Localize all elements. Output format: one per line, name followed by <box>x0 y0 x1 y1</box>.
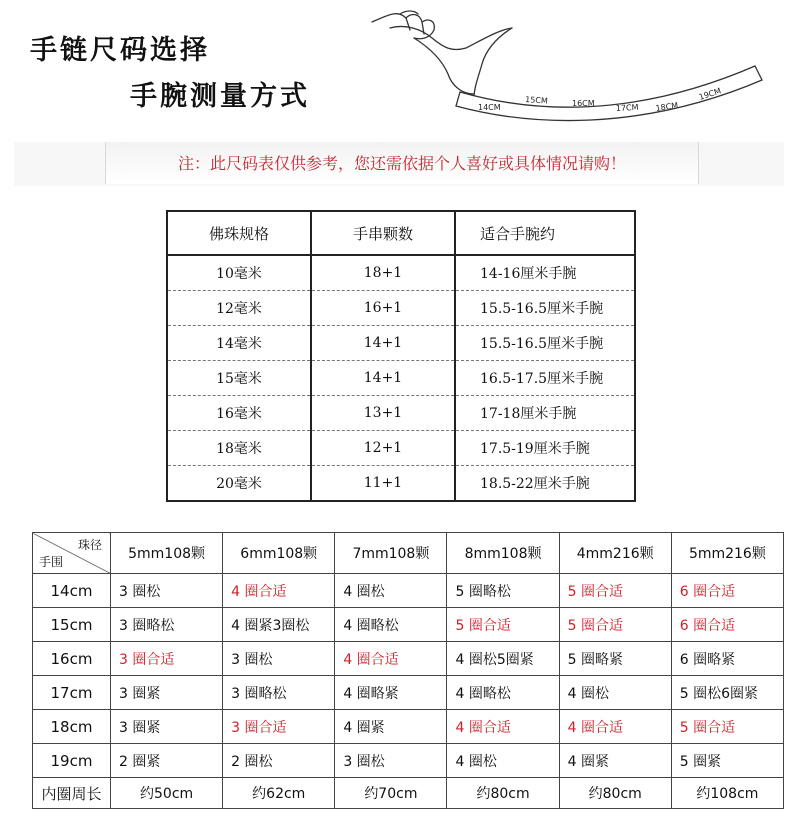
wrap-count-cell: 3 圈松 <box>223 642 335 676</box>
bead-count: 11+1 <box>311 466 455 502</box>
bead-spec: 18毫米 <box>167 431 311 466</box>
fit-recommendation-cell: 5 圈合适 <box>559 574 671 608</box>
tape-mark: 19CM <box>697 86 723 102</box>
table-row <box>33 608 784 642</box>
fit-recommendation-cell: 6 圈合适 <box>671 608 783 642</box>
wrist-size-label: 18cm <box>33 710 111 744</box>
wrap-count-cell: 5 圈略松 <box>447 574 559 608</box>
page-title: 手链尺码选择 <box>30 35 210 66</box>
table-row <box>167 466 635 502</box>
wrist-measure-illustration <box>370 8 780 126</box>
wrap-count-cell: 4 圈紧3圈松 <box>223 608 335 642</box>
wrist-size-label: 17cm <box>33 676 111 710</box>
col-header: 8mm108颗 <box>447 533 559 574</box>
fit-recommendation-cell: 4 圈合适 <box>223 574 335 608</box>
wrap-count-cell: 4 圈松 <box>335 574 447 608</box>
wrist-size: 15.5-16.5厘米手腕 <box>455 326 635 361</box>
col-header: 5mm216颗 <box>671 533 783 574</box>
col-header: 4mm216颗 <box>559 533 671 574</box>
wrap-count-cell: 5 圈松6圈紧 <box>671 676 783 710</box>
col-header: 6mm108颗 <box>223 533 335 574</box>
tape-mark: 14CM <box>478 103 501 112</box>
wrap-count-cell: 4 圈松 <box>559 676 671 710</box>
bead-count: 18+1 <box>311 255 455 291</box>
wrist-size-label: 19cm <box>33 744 111 778</box>
table-footer-row <box>33 778 784 809</box>
table-row <box>167 396 635 431</box>
fit-recommendation-cell: 4 圈合适 <box>559 710 671 744</box>
bead-count: 14+1 <box>311 361 455 396</box>
wrap-count-cell: 5 圈紧 <box>671 744 783 778</box>
tape-mark: 17CM <box>615 102 639 113</box>
table-row <box>33 744 784 778</box>
col-header-bead-count: 手串颗数 <box>311 211 455 255</box>
bead-spec: 20毫米 <box>167 466 311 502</box>
wrap-count-cell: 3 圈略松 <box>111 608 223 642</box>
bead-spec: 14毫米 <box>167 326 311 361</box>
wrist-size-label: 14cm <box>33 574 111 608</box>
wrist-size-label: 15cm <box>33 608 111 642</box>
bead-spec: 12毫米 <box>167 291 311 326</box>
bead-count: 16+1 <box>311 291 455 326</box>
wrap-count-table <box>32 532 784 809</box>
wrap-count-cell: 4 圈紧 <box>335 710 447 744</box>
bead-size-table <box>166 210 636 502</box>
wrap-count-cell: 6 圈略紧 <box>671 642 783 676</box>
fit-recommendation-cell: 5 圈合适 <box>447 608 559 642</box>
fit-recommendation-cell: 4 圈合适 <box>335 642 447 676</box>
wrap-count-cell: 5 圈略紧 <box>559 642 671 676</box>
wrist-size: 17.5-19厘米手腕 <box>455 431 635 466</box>
wrap-count-cell: 3 圈略松 <box>223 676 335 710</box>
wrap-count-cell: 3 圈松 <box>335 744 447 778</box>
footer-label: 内圈周长 <box>33 778 111 809</box>
fit-recommendation-cell: 4 圈合适 <box>447 710 559 744</box>
inner-circumference: 约62cm <box>223 778 335 809</box>
bead-count: 12+1 <box>311 431 455 466</box>
wrist-size: 14-16厘米手腕 <box>455 255 635 291</box>
col-header-wrist-size: 适合手腕约 <box>455 211 635 255</box>
fit-recommendation-cell: 5 圈合适 <box>671 710 783 744</box>
fit-recommendation-cell: 5 圈合适 <box>559 608 671 642</box>
col-header: 7mm108颗 <box>335 533 447 574</box>
size-notice: 注：此尺码表仅供参考，您还需依据个人喜好或具体情况请购！ <box>105 142 699 184</box>
col-header: 5mm108颗 <box>111 533 223 574</box>
col-header-bead-spec: 佛珠规格 <box>167 211 311 255</box>
table-row <box>167 361 635 396</box>
wrap-count-cell: 2 圈紧 <box>111 744 223 778</box>
tape-mark: 15CM <box>524 95 549 106</box>
corner-label-wrist: 手围 <box>39 555 64 569</box>
wrap-count-cell: 4 圈松5圈紧 <box>447 642 559 676</box>
fit-recommendation-cell: 3 圈合适 <box>111 642 223 676</box>
bead-count: 13+1 <box>311 396 455 431</box>
wrap-count-cell: 3 圈松 <box>111 574 223 608</box>
inner-circumference: 约70cm <box>335 778 447 809</box>
bead-count: 14+1 <box>311 326 455 361</box>
table-row <box>33 574 784 608</box>
wrist-size-label: 16cm <box>33 642 111 676</box>
bead-spec: 10毫米 <box>167 255 311 291</box>
table-header-row <box>33 533 784 574</box>
table-row <box>167 291 635 326</box>
wrap-count-cell: 4 圈略松 <box>447 676 559 710</box>
inner-circumference: 约80cm <box>447 778 559 809</box>
wrap-count-cell: 3 圈紧 <box>111 676 223 710</box>
table-row <box>167 255 635 291</box>
wrap-count-cell: 4 圈略紧 <box>335 676 447 710</box>
corner-label-bead-diameter: 珠径 <box>77 538 102 552</box>
corner-header-cell <box>33 533 111 574</box>
wrap-count-cell: 4 圈松 <box>447 744 559 778</box>
inner-circumference: 约80cm <box>559 778 671 809</box>
page-subtitle: 手腕测量方式 <box>130 81 310 112</box>
table-row <box>33 642 784 676</box>
tape-mark: 16CM <box>572 99 595 108</box>
table-row <box>167 326 635 361</box>
inner-circumference: 约108cm <box>671 778 783 809</box>
bead-spec: 16毫米 <box>167 396 311 431</box>
bead-spec: 15毫米 <box>167 361 311 396</box>
wrist-size: 17-18厘米手腕 <box>455 396 635 431</box>
wrist-size: 16.5-17.5厘米手腕 <box>455 361 635 396</box>
wrist-size: 15.5-16.5厘米手腕 <box>455 291 635 326</box>
table-row <box>33 710 784 744</box>
tape-mark: 18CM <box>655 100 679 113</box>
inner-circumference: 约50cm <box>111 778 223 809</box>
fit-recommendation-cell: 6 圈合适 <box>671 574 783 608</box>
table-row <box>167 431 635 466</box>
fit-recommendation-cell: 3 圈合适 <box>223 710 335 744</box>
wrist-size: 18.5-22厘米手腕 <box>455 466 635 502</box>
wrap-count-cell: 3 圈紧 <box>111 710 223 744</box>
table-row <box>33 676 784 710</box>
wrap-count-cell: 2 圈松 <box>223 744 335 778</box>
wrap-count-cell: 4 圈紧 <box>559 744 671 778</box>
wrap-count-cell: 4 圈略松 <box>335 608 447 642</box>
